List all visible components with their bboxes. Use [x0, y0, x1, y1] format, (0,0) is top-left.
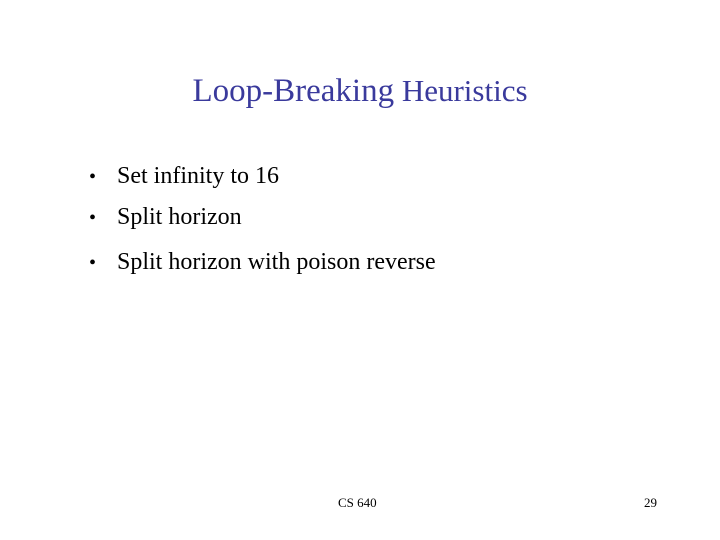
page-number: 29 — [644, 495, 657, 510]
bullet-text: Split horizon with poison reverse — [117, 249, 436, 275]
slide-title-part-1: Loop-Breaking — [192, 73, 395, 109]
bullet-item — [89, 203, 242, 232]
footer-course-label: CS 640 — [338, 495, 377, 510]
bullet-dot: • — [89, 252, 97, 274]
bullet-item — [89, 162, 279, 191]
bullet-item — [89, 248, 436, 277]
bullet-dot: • — [89, 207, 97, 229]
bullet-dot: • — [89, 166, 97, 188]
slide-title-part-2: Heuristics — [401, 73, 528, 108]
slide-title — [0, 70, 720, 112]
bullet-text: Split horizon — [117, 204, 242, 230]
bullet-text: Set infinity to 16 — [117, 163, 279, 189]
